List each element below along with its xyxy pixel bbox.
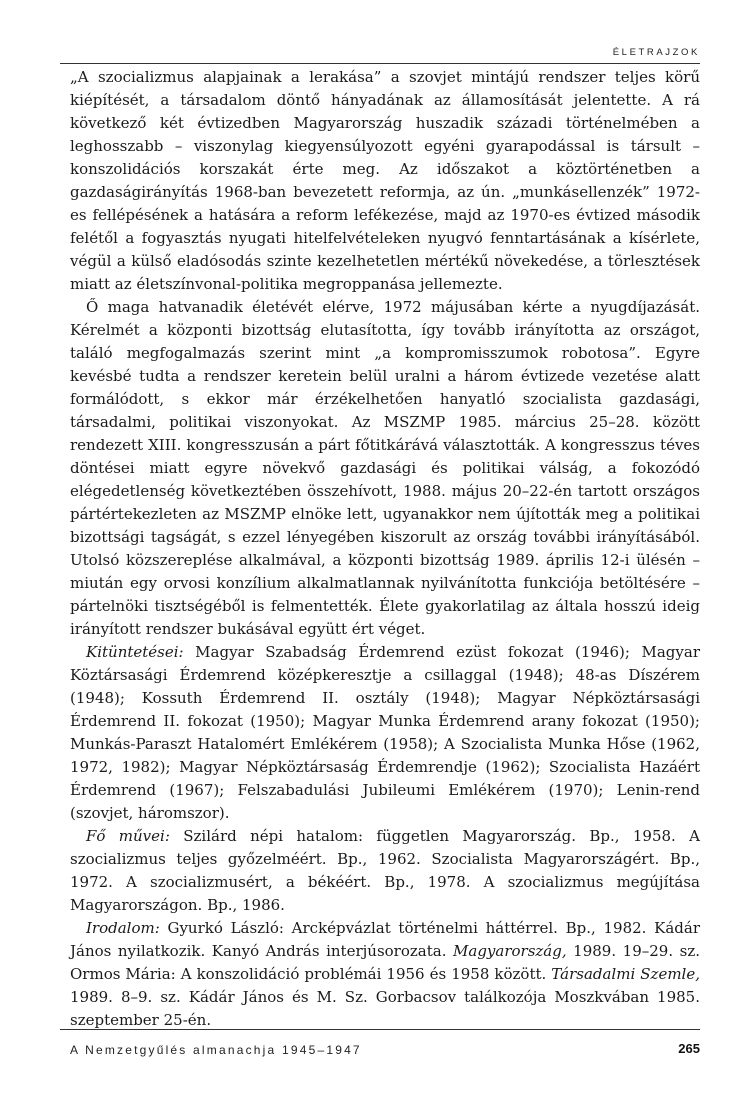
works-lead: Fő művei:	[86, 827, 170, 845]
awards-lead: Kitüntetései:	[86, 643, 184, 661]
literature-text-a: Gyurkó László: Arcképvázlat történelmi háttérrel. Bp., 1982. Kádár János nyilatkozik. Kanyó András interjúsorozata.	[70, 919, 700, 960]
paragraph-2: Ő maga hatvanadik életévét elérve, 1972 májusában kérte a nyugdíjazását. Kérelmét a központi bizottság elutasította, így tovább irányította az országot, találó megfogalmazás szerint mint „a kompromisszumok robotosa”. Egyre kevésbé tudta a rendszer keretein belül uralni a három évtizede vezetése alatt formálódott, s ekkor már érzékelhetően hanyatló szocialista gazdasági, társadalmi, politikai viszonyokat. Az MSZMP 1985. március 25–28. között rendezett XIII. kongresszusán a párt főtitkárává választották. A kongresszus téves döntései miatt egyre növekvő gazdasági és politikai válság, a fokozódó elégedetlenség következtében összehívott, 1988. május 20–22-én tartott országos pártértekezleten az MSZMP elnöke lett, ugyanakkor nem újították meg a politikai bizottsági tagságát, s ezzel lényegében kiszorult az ország további irányításából. Utolsó közszereplése alkalmával, a központi bizottság 1989. április 12-i ülésén – miután egy orvosi konzílium alkalmatlannak nyilvánította funkciója betöltésére – pártelnöki tisztségéből is felmentették. Élete gyakorlatilag az általa hosszú ideig irányított rendszer bukásával együtt ért véget.	[70, 298, 700, 638]
paragraph-1: „A szocializmus alapjainak a lerakása” a szovjet mintájú rendszer teljes körű kiépítését, a társadalom döntő hányadának az államosítását jelentette. A rá következő két évtizedben Magyarország huszadik századi történelmében a leghosszabb – viszonylag kiegyensúlyozott egyéni gyarapodással is társult – konszolidációs korszakát érte meg. Az időszakot a köztörténetben a gazdaságirányítás 1968-ban bevezetett reformja, az ún. „munkásellenzék” 1972-es fellépésének a hatására a reform lefékezése, majd az 1970-es évtized második felétől a fogyasztás nyugati hitelfelvételeken nyugvó fenntartásának a kísérlete, végül a külső eladósodás szinte kezelhetetlen mértékű növekedése, a törlesztések miatt az életszínvonal-politika megroppanása jellemezte.	[70, 68, 700, 293]
paragraph-awards	[70, 641, 700, 825]
literature-lead: Irodalom:	[86, 919, 160, 937]
literature-text-b: 1989. 19–29. sz. Ormos Mária: A konszolidáció problémái 1956 és 1958 között.	[70, 942, 700, 983]
literature-journal-2: Társadalmi Szemle,	[551, 965, 700, 983]
page-number: 265	[678, 1041, 700, 1056]
running-head: ÉLETRAJZOK	[612, 47, 700, 58]
works-text: Szilárd népi hatalom: független Magyarország. Bp., 1958. A szocializmus teljes győzelméért. Bp., 1962. Szocialista Magyarországért. Bp., 1972. A szocializmusért, a békéért. Bp., 1978. A szocializmus megújítása Magyarországon. Bp., 1986.	[70, 827, 701, 914]
paragraph-literature	[70, 917, 700, 1032]
awards-text: Magyar Szabadság Érdemrend ezüst fokozat (1946); Magyar Köztársasági Érdemrend középkeresztje a csillaggal (1948); 48-as Díszérem (1948); Kossuth Érdemrend II. osztály (1948); Magyar Népköztársasági Érdemrend II. fokozat (1950); Magyar Munka Érdemrend arany fokozat (1950); Munkás-Paraszt Hatalomért Emlékérem (1958); A Szocialista Munka Hőse (1962, 1972, 1982); Magyar Népköztársaság Érdemrendje (1962); Szocialista Hazáért Érdemrend (1967); Felszabadulási Jubileumi Emlékérem (1970); Lenin-rend (szovjet, háromszor).	[70, 643, 700, 822]
footer-book-title: A Nemzetgyűlés almanachja 1945–1947	[70, 1043, 362, 1057]
footer-rule	[60, 1029, 700, 1030]
literature-text-c: 1989. 8–9. sz. Kádár János és M. Sz. Gorbacsov találkozója Moszkvában 1985. szeptember 25-én.	[70, 988, 700, 1029]
paragraph-works	[70, 825, 700, 917]
literature-journal-1: Magyarország,	[453, 942, 567, 960]
body-text	[70, 66, 700, 1032]
header-rule	[60, 63, 700, 64]
